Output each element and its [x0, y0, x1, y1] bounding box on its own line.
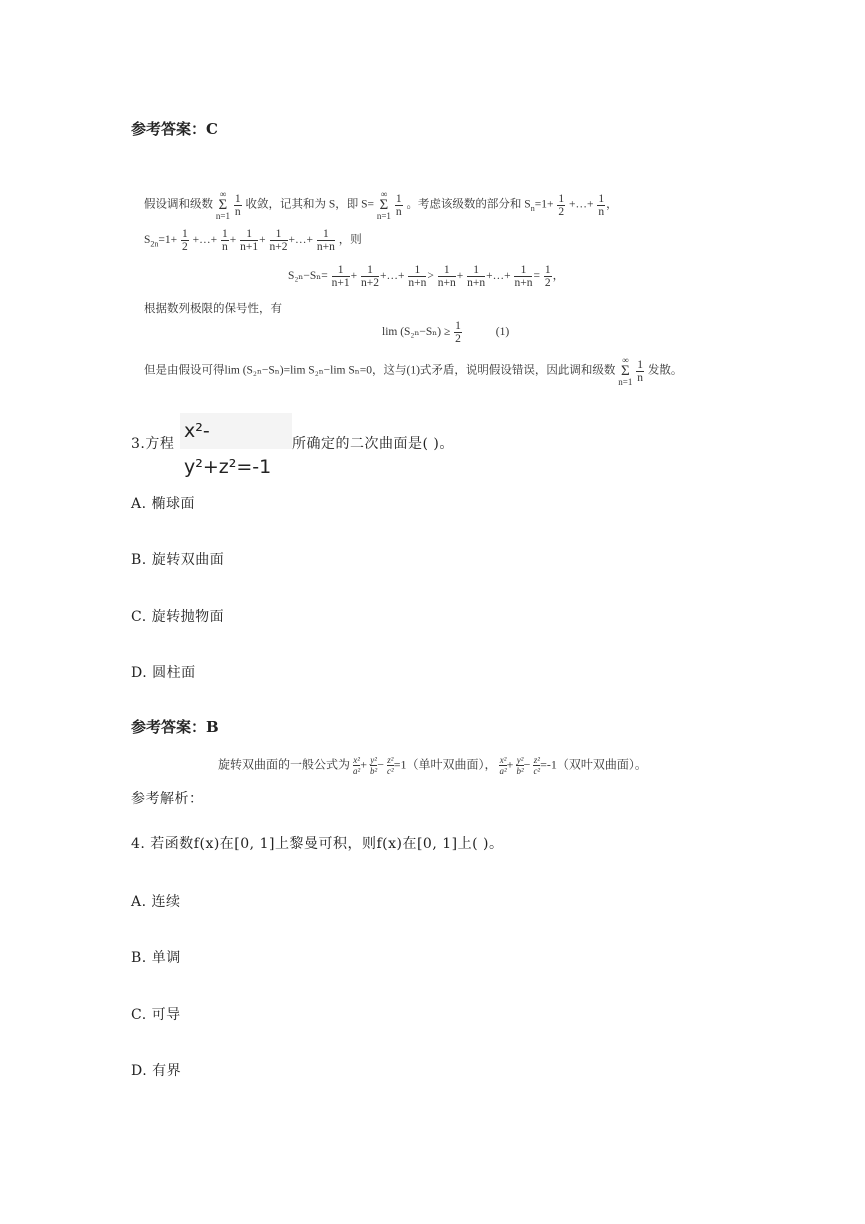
proof-line-2: $S_{2n}=1+$ $\frac{1}{2}$ +…+ $\frac{1}{n}$ + $\frac{1}{n+1}$ + $\frac{1}{n+2}$ +…+ $\frac{1}{n+n}$ ，则 — [144, 228, 362, 253]
proof-text: 但是由假设可得lim (S₂ₙ−Sₙ)=lim S₂ₙ−lim Sₙ=0，这与(1)式矛盾，说明假设错误，因此调和级数 — [144, 364, 616, 377]
equation-tag: (1) — [495, 326, 510, 339]
fraction: $\frac{1}{n+1}$ — [331, 264, 350, 289]
fraction: $\frac{1}{2}$ — [182, 228, 188, 253]
question-3-prefix: 3.方程 — [131, 436, 175, 452]
proof-text: =1+ — [534, 198, 554, 211]
option-c: C. 旋转抛物面 — [131, 609, 225, 625]
equation-text: x²-y²+z²=-1 — [184, 420, 272, 478]
proof-line-4: 根据数列极限的保号性，有 — [144, 303, 282, 315]
option-d: D. 有界 — [131, 1063, 182, 1079]
proof-text: 发散。 — [647, 364, 683, 377]
fraction: $\frac{1}{n+2}$ — [360, 264, 379, 289]
explanation-formula-image: 旋转双曲面的一般公式为 $\frac{\text{x²}}{\text{a²}}$ + $\frac{\text{y²}}{\text{b²}}$ − $\frac{\text{z²}}{\text{c²}}$ =1（单叶双曲面）， $\frac{\text{x²}}{\text{a²}}$ + $\frac{\text{y²}}{\text{b²}}$ − $\frac{\text{z²}}{\text{c²}}$ =-1（双叶双曲面）。 — [218, 755, 647, 776]
option-b: B. 旋转双曲面 — [131, 552, 225, 568]
proof-text: +…+ — [568, 198, 594, 211]
sum-symbol: ∞ Σ n=1 — [618, 355, 633, 387]
explanation-label: 参考解析： — [131, 791, 204, 807]
fraction: $\frac{1}{n}$ — [395, 192, 402, 218]
fraction: $\frac{1}{n}$ — [222, 228, 228, 253]
fraction: $\frac{1}{n+1}$ — [240, 228, 259, 253]
equation-image — [180, 413, 292, 478]
fraction: $\frac{1}{n}$ — [234, 192, 241, 218]
proof-line-6 — [144, 356, 682, 386]
proof-text: S₂ₙ−Sₙ= — [288, 270, 328, 283]
fraction: $\frac{1}{n+n}$ — [408, 264, 427, 289]
fraction: $\frac{1}{2}$ — [544, 264, 551, 289]
option-a: A. 连续 — [131, 894, 181, 910]
option-d: D. 圆柱面 — [131, 665, 196, 681]
fraction: $\frac{1}{n+n}$ — [514, 264, 533, 289]
question-3-suffix: 所确定的二次曲面是( )。 — [292, 436, 454, 452]
fraction: $\frac{1}{n}$ — [598, 192, 605, 218]
sum-symbol: ∞ Σ n=1 — [376, 189, 391, 221]
formula-double: =-1（双叶双曲面）。 — [540, 757, 647, 772]
sum-symbol: ∞ Σ n=1 — [215, 189, 230, 221]
answer-label-2: 参考答案：B — [131, 718, 219, 736]
proof-text: 收敛，记其和为 S，即 S= — [245, 198, 374, 211]
proof-text: +…+ — [192, 234, 218, 247]
fraction: $\frac{1}{n+n}$ — [316, 228, 335, 253]
proof-text: =1+ — [158, 234, 178, 247]
fraction: $\frac{1}{2}$ — [558, 192, 565, 218]
option-b: B. 单调 — [131, 950, 181, 966]
proof-line-3: S₂ₙ−Sₙ= $\frac{1}{n+1}$ + $\frac{1}{n+2}$ +…+ $\frac{1}{n+n}$ > $\frac{1}{n+n}$ + $\frac{1}{n+n}$ +…+ $\frac{1}{n+n}$ = $\frac{1}{2}$ ， — [288, 264, 565, 289]
option-a: A. 椭球面 — [131, 496, 196, 512]
option-c: C. 可导 — [131, 1007, 181, 1023]
proof-text: S — [144, 234, 151, 247]
proof-line-5 — [382, 320, 509, 345]
proof-text: lim (S₂ₙ−Sₙ) ≥ — [382, 326, 451, 339]
answer-label-1: 参考答案：C — [131, 120, 218, 138]
fraction: $\frac{1}{n+n}$ — [437, 264, 456, 289]
proof-text: 假设调和级数 — [144, 198, 213, 211]
proof-text: 。考虑该级数的部分和 S — [406, 198, 531, 211]
fraction: $\frac{1}{2}$ — [455, 320, 461, 345]
question-4: 4. 若函数f(x)在[0, 1]上黎曼可积，则f(x)在[0, 1]上( )。 — [131, 836, 504, 852]
proof-line-1: 假设调和级数 ∞ Σ n=1 $\frac{1}{n}$ 收敛，记其和为 S，即 S= ∞ Σ n=1 $\frac{1}{n}$ 。考虑该级数的部分和 $S_n=1+$ $\frac{1}{2}$ +…+ $\frac{1}{n}$ ， — [144, 189, 618, 221]
formula-single: =1（单叶双曲面）， — [393, 757, 497, 772]
proof-image — [140, 184, 720, 387]
formula-text: 旋转双曲面的一般公式为 — [218, 757, 351, 772]
fraction: $\frac{1}{n}$ — [637, 358, 643, 384]
proof-text: ，则 — [338, 234, 362, 247]
fraction: $\frac{1}{n+2}$ — [269, 228, 288, 253]
fraction: $\frac{1}{n+n}$ — [467, 264, 486, 289]
